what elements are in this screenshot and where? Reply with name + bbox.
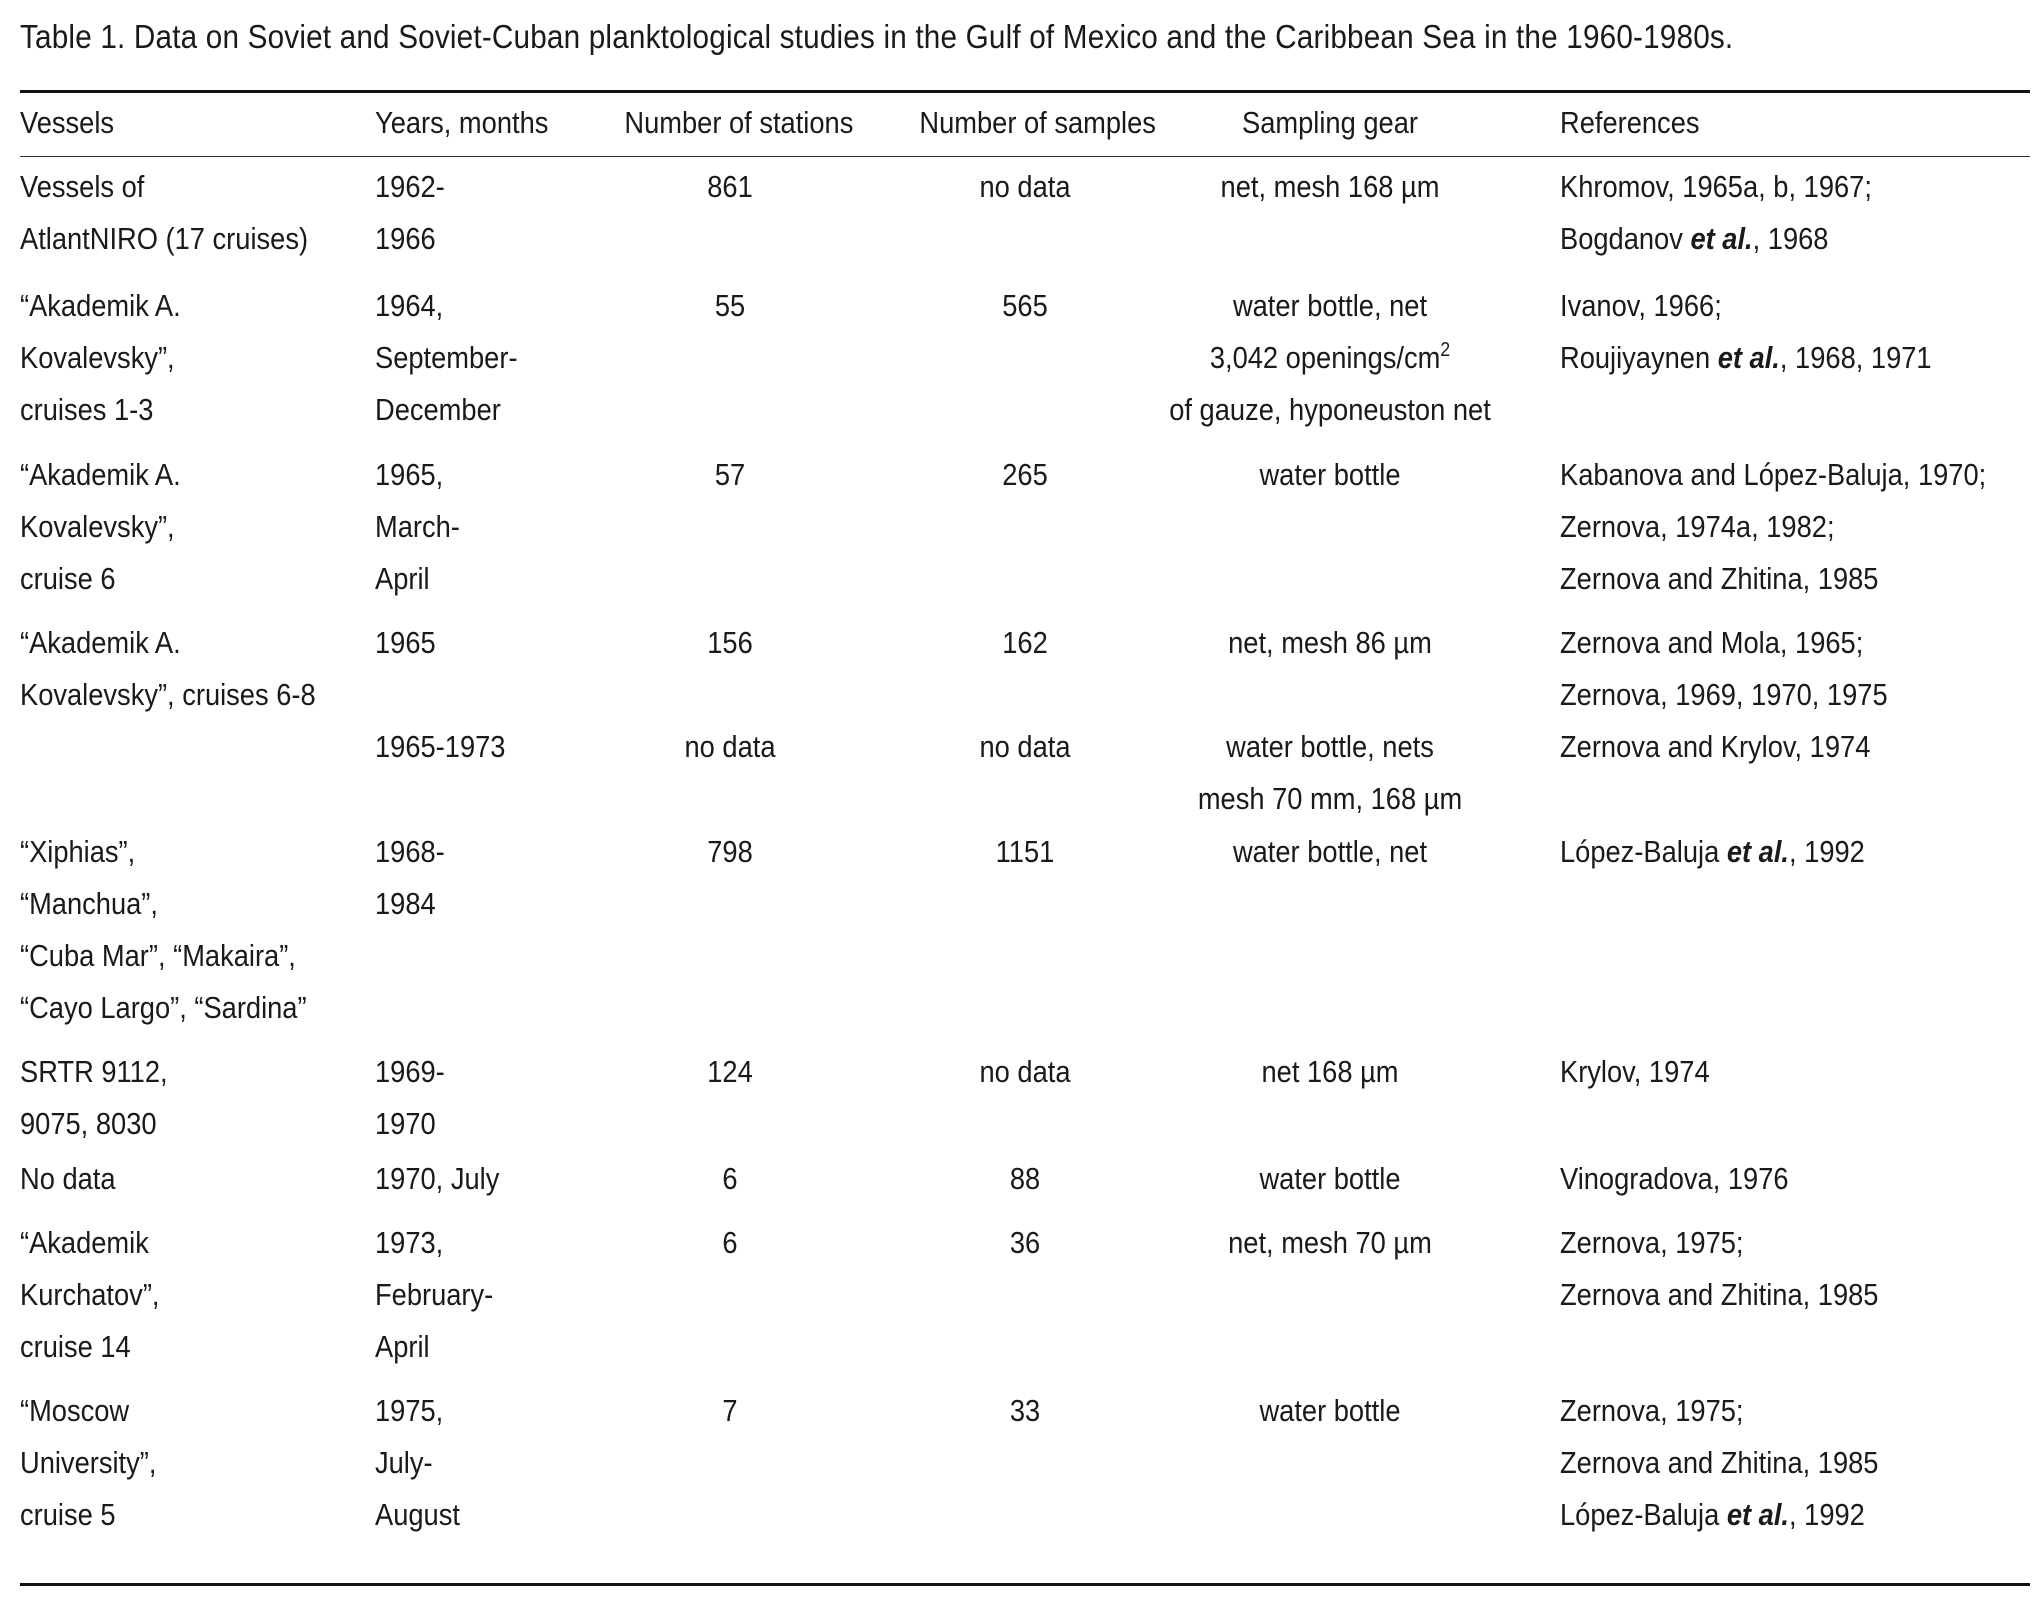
cell-stations — [624, 617, 835, 669]
cell-gear — [1163, 721, 1497, 825]
cell-years-line: 1970 — [375, 1106, 436, 1141]
cell-references-line: Zernova, 1975; — [1560, 1225, 1744, 1260]
cell-references — [1560, 1385, 1878, 1541]
cell-gear-line: water bottle, net — [1232, 834, 1428, 869]
cell-years — [375, 280, 518, 436]
cell-stations-line: 156 — [707, 625, 753, 660]
cell-vessel — [20, 826, 307, 1034]
cell-references-line: Vinogradova, 1976 — [1560, 1161, 1789, 1196]
cell-references-line: Zernova, 1974a, 1982; — [1560, 509, 1835, 544]
cell-references-line: Zernova and Zhitina, 1985 — [1560, 561, 1879, 596]
cell-stations — [624, 161, 835, 213]
cell-references-line: Zernova and Zhitina, 1985 — [1560, 1445, 1879, 1480]
cell-stations — [624, 1217, 835, 1269]
cell-years-line: December — [375, 392, 501, 427]
cell-vessel-line: AtlantNIRO (17 cruises) — [20, 221, 309, 256]
cell-stations — [624, 1385, 835, 1437]
cell-references-line: Roujiyaynen et al., 1968, 1971 — [1560, 340, 1932, 375]
cell-gear-line: 3,042 openings/$cm^2$ — [1209, 339, 1451, 375]
cell-vessel — [20, 1217, 159, 1373]
cell-references — [1560, 721, 1870, 773]
cell-vessel — [20, 1385, 156, 1541]
cell-gear-line: net, mesh 70 µm — [1228, 1225, 1432, 1260]
cell-years-line: 1965 — [375, 625, 436, 660]
cell-years-line: April — [375, 1329, 430, 1364]
cell-samples-line: 162 — [1002, 625, 1048, 660]
cell-samples — [919, 1046, 1130, 1098]
cell-vessel-line: “Manchua”, — [20, 886, 158, 921]
cell-stations — [624, 280, 835, 332]
cell-years — [375, 1385, 460, 1541]
header-rule — [20, 156, 2030, 157]
et-al-italic: et al. — [1717, 340, 1780, 375]
cell-samples-line: 565 — [1002, 288, 1048, 323]
cell-years-line: 1970, July — [375, 1161, 500, 1196]
et-al-italic: et al. — [1726, 834, 1790, 869]
cell-gear-line: water bottle — [1259, 1161, 1401, 1196]
cell-gear — [1163, 449, 1497, 501]
cell-references-line: Zernova and Mola, 1965; — [1560, 625, 1864, 660]
cell-years-line: 1965, — [375, 457, 444, 492]
cell-vessel-line: Vessels of — [20, 169, 145, 204]
cell-references-line: Bogdanov et al., 1968 — [1560, 221, 1829, 256]
cell-vessel — [20, 161, 308, 265]
cell-stations — [624, 449, 835, 501]
header-years: Years, months — [375, 105, 549, 140]
cell-gear — [1163, 1385, 1497, 1437]
cell-references-line: Zernova, 1969, 1970, 1975 — [1560, 677, 1888, 712]
cell-references — [1560, 280, 1932, 384]
cell-years-line: 1984 — [375, 886, 436, 921]
cell-references-line: Zernova and Krylov, 1974 — [1560, 729, 1871, 764]
cell-vessel-line: “Moscow — [20, 1393, 130, 1428]
cell-vessel-line: “Cayo Largo”, “Sardina” — [20, 990, 307, 1025]
header-gear: Sampling gear — [1242, 105, 1418, 140]
superscript: 2 — [1440, 339, 1451, 361]
cell-samples — [919, 617, 1130, 669]
header-stations: Number of stations — [624, 105, 854, 140]
cell-samples-line: 265 — [1002, 457, 1048, 492]
cell-vessel-line: Kovalevsky”, cruises 6-8 — [20, 677, 316, 712]
cell-references-line: Kabanova and López-Baluja, 1970; — [1560, 457, 1987, 492]
cell-gear-line: water bottle — [1259, 457, 1401, 492]
cell-references-line: López-Baluja et al., 1992 — [1560, 834, 1865, 869]
cell-gear — [1163, 617, 1497, 669]
cell-vessel-line: “Akademik A. — [20, 288, 181, 323]
cell-references — [1560, 1153, 1789, 1205]
cell-gear-line: mesh 70 mm, 168 µm — [1197, 781, 1463, 816]
cell-vessel-line: No data — [20, 1161, 116, 1196]
cell-vessel-line: “Akademik A. — [20, 457, 181, 492]
top-rule — [20, 90, 2030, 93]
cell-vessel — [20, 280, 181, 436]
cell-samples — [919, 1217, 1130, 1269]
cell-years-line: 1969- — [375, 1054, 445, 1089]
table-caption: Table 1. Data on Soviet and Soviet-Cuban planktological studies in the Gulf of Mexico and the Caribbean Sea in the 1960-1980s. — [20, 18, 1734, 55]
cell-vessel-line: “Akademik — [20, 1225, 149, 1260]
cell-vessel-line: “Cuba Mar”, “Makaira”, — [20, 938, 296, 973]
cell-stations-line: 7 — [722, 1393, 738, 1428]
cell-years-line: 1975, — [375, 1393, 444, 1428]
cell-years-line: 1973, — [375, 1225, 444, 1260]
cell-samples-line: 36 — [1009, 1225, 1041, 1260]
cell-stations — [624, 1046, 835, 1098]
cell-vessel-line: 9075, 8030 — [20, 1106, 157, 1141]
cell-gear-line: water bottle — [1259, 1393, 1401, 1428]
cell-years — [375, 1217, 493, 1373]
cell-samples — [919, 826, 1130, 878]
cell-gear — [1163, 1046, 1497, 1098]
cell-gear-line: of gauze, hyponeuston net — [1169, 392, 1491, 427]
cell-gear — [1163, 826, 1497, 878]
header-vessels: Vessels — [20, 105, 115, 140]
cell-years-line: April — [375, 561, 430, 596]
cell-years — [375, 449, 460, 605]
cell-gear-line: water bottle, nets — [1226, 729, 1434, 764]
cell-years-line: September- — [375, 340, 518, 375]
et-al-italic: et al. — [1690, 221, 1753, 256]
cell-gear-line: net, mesh 168 µm — [1220, 169, 1440, 204]
cell-years-line: February- — [375, 1277, 494, 1312]
cell-gear-line: net 168 µm — [1261, 1054, 1399, 1089]
cell-years-line: 1965-1973 — [375, 729, 506, 764]
cell-stations — [624, 1153, 835, 1205]
cell-references — [1560, 826, 1865, 878]
cell-samples-line: 88 — [1009, 1161, 1041, 1196]
cell-samples — [919, 1153, 1130, 1205]
cell-years-line: March- — [375, 509, 460, 544]
cell-samples — [919, 161, 1130, 213]
cell-vessel-line: cruises 1-3 — [20, 392, 154, 427]
cell-samples-line: 1151 — [995, 834, 1055, 869]
cell-samples — [919, 1385, 1130, 1437]
cell-gear — [1163, 1217, 1497, 1269]
header-references: References — [1560, 105, 1700, 140]
cell-years-line: 1962- — [375, 169, 445, 204]
cell-stations-line: 55 — [714, 288, 746, 323]
cell-years-line: August — [375, 1497, 460, 1532]
cell-vessel-line: “Akademik A. — [20, 625, 181, 660]
bottom-rule — [20, 1583, 2030, 1586]
cell-references-line: Krylov, 1974 — [1560, 1054, 1710, 1089]
cell-years-line: 1964, — [375, 288, 444, 323]
cell-references — [1560, 1217, 1878, 1321]
cell-stations-line: no data — [684, 729, 776, 764]
cell-vessel-line: Kovalevsky”, — [20, 509, 175, 544]
cell-stations — [624, 826, 835, 878]
cell-references-line: Ivanov, 1966; — [1560, 288, 1722, 323]
cell-vessel-line: University”, — [20, 1445, 157, 1480]
cell-stations-line: 57 — [714, 457, 746, 492]
cell-samples-line: no data — [979, 729, 1071, 764]
cell-samples — [919, 721, 1130, 773]
cell-years-line: 1968- — [375, 834, 445, 869]
cell-references — [1560, 161, 1872, 265]
cell-vessel — [20, 449, 181, 605]
cell-gear-line: net, mesh 86 µm — [1228, 625, 1432, 660]
cell-vessel — [20, 617, 316, 721]
cell-years — [375, 617, 436, 669]
cell-vessel-line: cruise 6 — [20, 561, 116, 596]
cell-years — [375, 161, 445, 265]
cell-vessel-line: Kurchatov”, — [20, 1277, 160, 1312]
cell-stations-line: 124 — [707, 1054, 753, 1089]
cell-gear-line: water bottle, net — [1232, 288, 1428, 323]
cell-years — [375, 721, 505, 773]
cell-gear — [1163, 280, 1497, 436]
cell-references-line: Zernova, 1975; — [1560, 1393, 1744, 1428]
cell-samples-line: 33 — [1009, 1393, 1041, 1428]
cell-vessel — [20, 1046, 168, 1150]
cell-samples-line: no data — [979, 169, 1071, 204]
cell-references — [1560, 617, 1888, 721]
cell-years — [375, 826, 445, 930]
cell-samples-line: no data — [979, 1054, 1071, 1089]
cell-vessel-line: cruise 14 — [20, 1329, 131, 1364]
header-samples: Number of samples — [919, 105, 1156, 140]
cell-references-line: Zernova and Zhitina, 1985 — [1560, 1277, 1879, 1312]
cell-samples — [919, 280, 1130, 332]
cell-gear — [1163, 161, 1497, 213]
cell-references — [1560, 449, 1986, 605]
cell-vessel-line: “Xiphias”, — [20, 834, 136, 869]
cell-references-line: Khromov, 1965a, b, 1967; — [1560, 169, 1872, 204]
cell-stations-line: 798 — [707, 834, 753, 869]
cell-gear — [1163, 1153, 1497, 1205]
cell-years — [375, 1153, 499, 1205]
cell-stations-line: 6 — [722, 1161, 738, 1196]
et-al-italic: et al. — [1726, 1497, 1790, 1532]
cell-vessel-line: Kovalevsky”, — [20, 340, 175, 375]
cell-years — [375, 1046, 445, 1150]
cell-stations-line: 6 — [722, 1225, 738, 1260]
cell-vessel-line: SRTR 9112, — [20, 1054, 168, 1089]
cell-references-line: López-Baluja et al., 1992 — [1560, 1497, 1865, 1532]
cell-samples — [919, 449, 1130, 501]
cell-vessel-line: cruise 5 — [20, 1497, 116, 1532]
cell-vessel — [20, 1153, 116, 1205]
cell-references — [1560, 1046, 1710, 1098]
cell-stations-line: 861 — [707, 169, 753, 204]
cell-stations — [624, 721, 835, 773]
cell-years-line: July- — [375, 1445, 433, 1480]
cell-years-line: 1966 — [375, 221, 436, 256]
